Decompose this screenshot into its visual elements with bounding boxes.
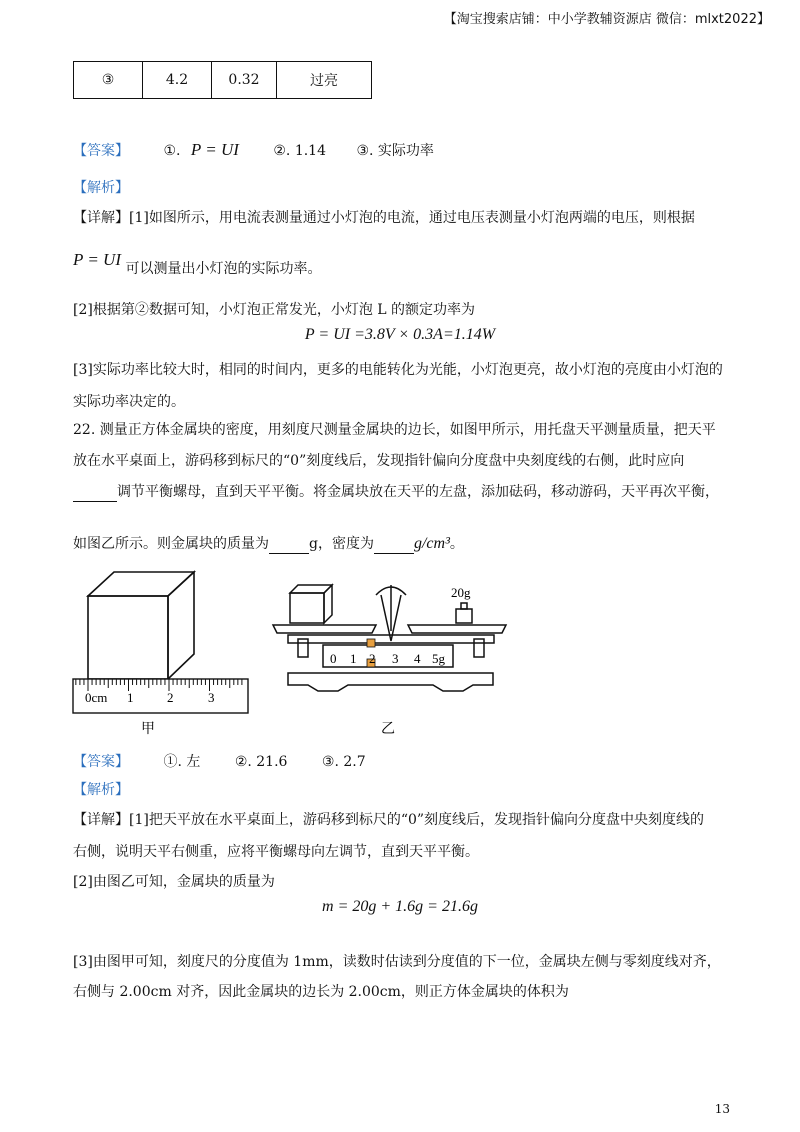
formula: P = UI: [73, 250, 121, 269]
scale-label-4: 4: [414, 651, 421, 666]
line-text: 。: [449, 536, 464, 552]
ruler-label-2: 2: [167, 690, 174, 705]
blank-3: [374, 539, 414, 554]
q22-formula-mass: [0, 898, 800, 916]
ruler-label-3: 3: [208, 690, 215, 705]
scale-label-1: 1: [350, 651, 357, 666]
scale-label-0: 0: [330, 651, 337, 666]
scale-label-2: 2: [369, 651, 376, 666]
q22-line-1: 22. 测量正方体金属块的密度，用刻度尺测量金属块的边长，如图甲所示，用托盘天平测量质量，把天平: [73, 422, 716, 438]
data-table-row: [73, 61, 372, 99]
detail-tag: 【详解】: [73, 812, 129, 828]
answer-2: ②. 21.6: [234, 754, 288, 770]
figure-caption-jia: 甲: [141, 721, 155, 737]
weight-knob: [461, 603, 467, 609]
detail-text: [1]把天平放在水平桌面上，游码移到标尺的“0”刻度线后，发现指针偏向分度盘中央刻度线的: [129, 812, 705, 828]
page-header: 【淘宝搜索店铺：中小学教辅资源店 微信：mlxt2022】: [443, 12, 770, 27]
line-text: g，密度为: [309, 536, 374, 552]
q21-detail-p3b: 实际功率决定的。: [73, 394, 185, 410]
page-number: 13: [714, 1102, 730, 1116]
detail-tag: 【详解】: [73, 210, 129, 226]
scale-label-5: 5g: [432, 651, 445, 666]
q21-answer-line: [73, 140, 434, 161]
q22-detail-p3b: 右侧与 2.00cm 对齐，因此金属块的边长为 2.00cm，则正方体金属块的体积为: [73, 984, 569, 1000]
analysis-tag: 【解析】: [73, 782, 129, 798]
line-text: 如图乙所示。则金属块的质量为: [73, 536, 269, 552]
detail-text: [1]如图所示，用电流表测量通过小灯泡的电流，通过电压表测量小灯泡两端的电压，则根据: [129, 210, 695, 226]
table-cell: 过亮: [277, 62, 372, 99]
scale-label-3: 3: [392, 651, 399, 666]
q21-detail-p2: [2]根据第②数据可知，小灯泡正常发光，小灯泡 L 的额定功率为: [73, 302, 476, 318]
answer-1-num: ①.: [163, 143, 181, 159]
base: [288, 673, 493, 691]
line-text: 调节平衡螺母，直到天平平衡。将金属块放在天平的左盘，添加砝码，移动游码，天平再次平衡，: [117, 484, 719, 500]
answer-2: ②. 1.14: [273, 143, 326, 159]
q22-answer-line: [73, 752, 366, 772]
q22-line-3: [73, 482, 719, 502]
q21-detail-p3a: [3]实际功率比较大时，相同的时间内，更多的电能转化为光能，小灯泡更亮，故小灯泡的亮度由小灯泡的: [73, 362, 723, 378]
q22-line-2: 放在水平桌面上，游码移到标尺的“0”刻度线后，发现指针偏向分度盘中央刻度线的右侧，此时应向: [73, 453, 685, 469]
q22-line-4: [73, 534, 464, 554]
analysis-tag: 【解析】: [73, 180, 129, 196]
q21-detail-p1: [73, 208, 695, 228]
q22-detail-p3a: [3]由图甲可知，刻度尺的分度值为 1mm，读数时估读到分度值的下一位，金属块左侧与零刻度线对齐，: [73, 954, 721, 970]
table-cell: 4.2: [143, 62, 212, 99]
figure-ruler-cube: [70, 570, 255, 740]
cube: [88, 572, 194, 679]
figure-balance: [268, 573, 513, 738]
answer-1-formula: P = UI: [190, 140, 239, 159]
right-knob: [474, 639, 484, 657]
left-knob: [298, 639, 308, 657]
figure-caption-yi: 乙: [381, 721, 395, 737]
blank-2: [269, 539, 309, 554]
left-pan: [273, 625, 376, 633]
answer-3: ③. 实际功率: [356, 143, 434, 159]
q21-formula-power: [0, 326, 800, 344]
q21-detail-p1-cont: [73, 250, 322, 277]
formula: P = UI =3.8V × 0.3A=1.14W: [304, 326, 496, 343]
answer-tag: 【答案】: [73, 143, 129, 159]
rider-upper: [367, 639, 375, 647]
right-pan: [408, 625, 506, 633]
metal-cube: [290, 593, 324, 623]
q22-detail-p2: [2]由图乙可知，金属块的质量为: [73, 874, 275, 890]
weight-label: 20g: [451, 585, 471, 600]
unit: g/cm³: [413, 535, 450, 552]
q22-detail-p1a: [73, 810, 704, 830]
ruler-label-0: 0cm: [85, 690, 108, 705]
table-cell: 0.32: [212, 62, 277, 99]
blank-1: [73, 487, 117, 502]
answer-tag: 【答案】: [73, 754, 129, 770]
ruler-label-1: 1: [127, 690, 134, 705]
q22-detail-p1b: 右侧，说明天平右侧重，应将平衡螺母向左调节，直到天平平衡。: [73, 844, 479, 860]
formula: m = 20g + 1.6g = 21.6g: [322, 898, 478, 915]
table-cell: ③: [74, 62, 143, 99]
answer-3: ③. 2.7: [321, 754, 366, 770]
answer-1: ①. 左: [163, 754, 201, 770]
detail-text: 可以测量出小灯泡的实际功率。: [125, 261, 322, 277]
metal-cube-side: [324, 585, 332, 623]
weight-20g: [456, 609, 472, 623]
